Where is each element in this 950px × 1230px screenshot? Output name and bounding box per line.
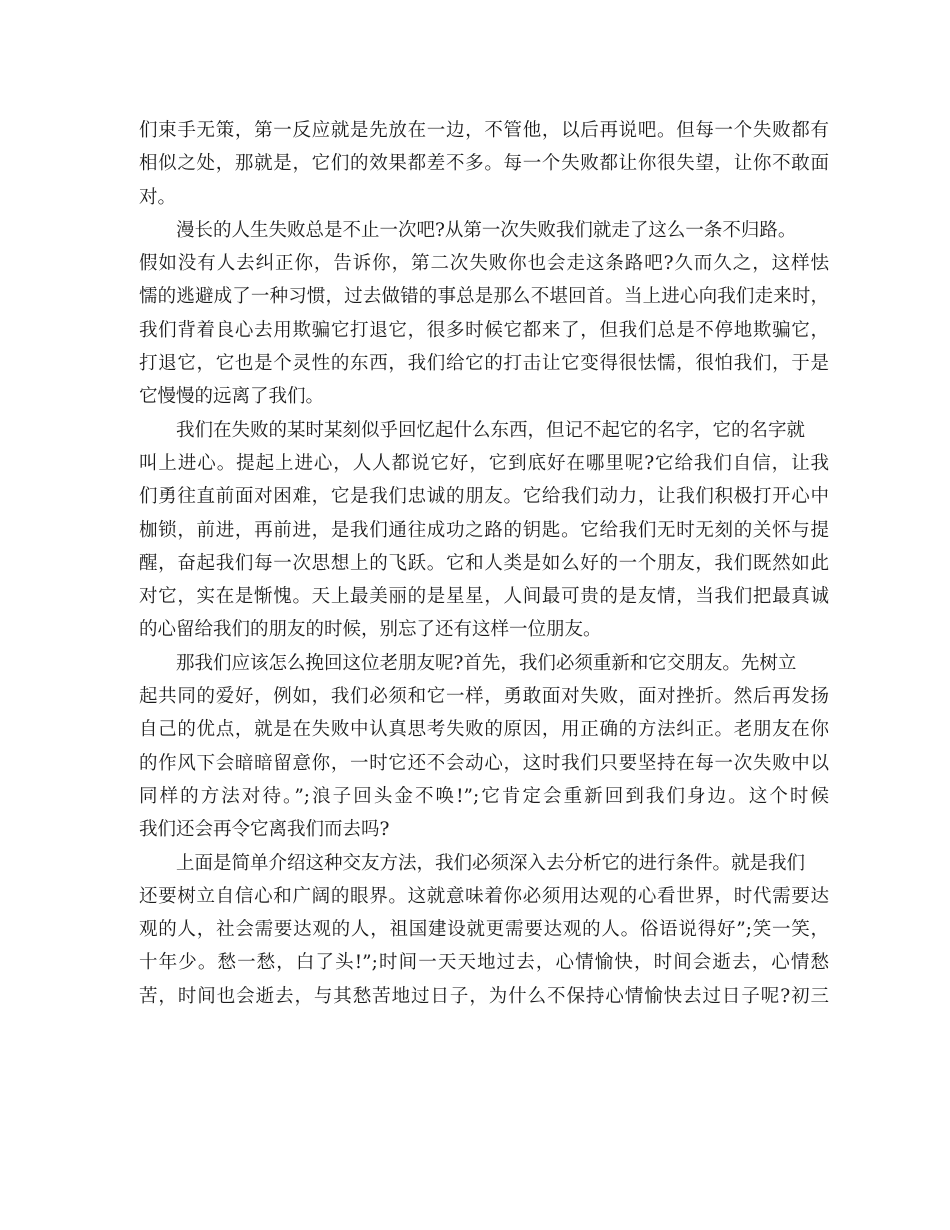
paragraph-line: 对它，实在是惭愧。天上最美丽的是星星，人间最可贵的是友情，当我们把最真诚 bbox=[139, 586, 829, 608]
paragraph-line: 还要树立自信心和广阔的眼界。这就意味着你必须用达观的心看世界，时代需要达 bbox=[139, 885, 829, 907]
paragraph-line: 苦，时间也会逝去，与其愁苦地过日子，为什么不保持心情愉快去过日子呢?初三 bbox=[139, 985, 829, 1007]
paragraph-line: 十年少。愁一愁，白了头!”;时间一天天地过去，心情愉快，时间会逝去，心情愁 bbox=[139, 952, 829, 974]
paragraph-line: 我们还会再令它离我们而去吗? bbox=[139, 819, 390, 841]
paragraph-line: 对。 bbox=[139, 186, 177, 208]
paragraph-line: 漫长的人生失败总是不止一次吧?从第一次失败我们就走了这么一条不归路。 bbox=[176, 219, 797, 241]
paragraph-line: 打退它，它也是个灵性的东西，我们给它的打击让它变得很怯懦，很怕我们，于是 bbox=[139, 353, 829, 375]
paragraph-1 bbox=[139, 114, 829, 214]
paragraph-line: 们勇往直前面对困难，它是我们忠诚的朋友。它给我们动力，让我们积极打开心中 bbox=[139, 486, 829, 508]
paragraph-line: 观的人，社会需要达观的人，祖国建设就更需要达观的人。俗语说得好”;笑一笑， bbox=[139, 919, 829, 941]
paragraph-line: 起共同的爱好，例如，我们必须和它一样，勇敢面对失败，面对挫折。然后再发扬 bbox=[139, 686, 829, 708]
paragraph-2 bbox=[139, 214, 829, 414]
paragraph-line: 的心留给我们的朋友的时候，别忘了还有这样一位朋友。 bbox=[139, 619, 602, 641]
paragraph-line: 它慢慢的远离了我们。 bbox=[139, 386, 325, 408]
paragraph-line: 懦的逃避成了一种习惯，过去做错的事总是那么不堪回首。当上进心向我们走来时， bbox=[139, 286, 829, 308]
paragraph-line: 们束手无策，第一反应就是先放在一边，不管他，以后再说吧。但每一个失败都有 bbox=[139, 120, 829, 141]
paragraph-line: 相似之处，那就是，它们的效果都差不多。每一个失败都让你很失望，让你不敢面 bbox=[139, 153, 829, 175]
paragraph-4 bbox=[139, 647, 829, 847]
paragraph-line: 上面是简单介绍这种交友方法，我们必须深入去分析它的进行条件。就是我们 bbox=[176, 852, 806, 874]
paragraph-line: 醒，奋起我们每一次思想上的飞跃。它和人类是如么好的一个朋友，我们既然如此 bbox=[139, 552, 829, 574]
paragraph-line: 叫上进心。提起上进心，人人都说它好，它到底好在哪里呢?它给我们自信，让我 bbox=[139, 452, 829, 474]
paragraph-5 bbox=[139, 847, 829, 1013]
paragraph-line: 的作风下会暗暗留意你，一时它还不会动心，这时我们只要坚持在每一次失败中以 bbox=[139, 752, 829, 774]
paragraph-line: 我们在失败的某时某刻似乎回忆起什么东西，但记不起它的名字，它的名字就 bbox=[176, 419, 806, 441]
paragraph-line: 那我们应该怎么挽回这位老朋友呢?首先，我们必须重新和它交朋友。先树立 bbox=[176, 652, 797, 674]
document-body bbox=[139, 114, 829, 1013]
paragraph-line: 枷锁，前进，再前进，是我们通往成功之路的钥匙。它给我们无时无刻的关怀与提 bbox=[139, 519, 829, 541]
paragraph-line: 自己的优点，就是在失败中认真思考失败的原因，用正确的方法纠正。老朋友在你 bbox=[139, 719, 829, 741]
paragraph-line: 同样的方法对待。”;浪子回头金不唤!”;它肯定会重新回到我们身边。这个时候 bbox=[139, 785, 829, 807]
paragraph-line: 假如没有人去纠正你，告诉你，第二次失败你也会走这条路吧?久而久之，这样怯 bbox=[139, 253, 829, 275]
paragraph-line: 我们背着良心去用欺骗它打退它，很多时候它都来了，但我们总是不停地欺骗它， bbox=[139, 319, 829, 341]
paragraph-3 bbox=[139, 414, 829, 647]
